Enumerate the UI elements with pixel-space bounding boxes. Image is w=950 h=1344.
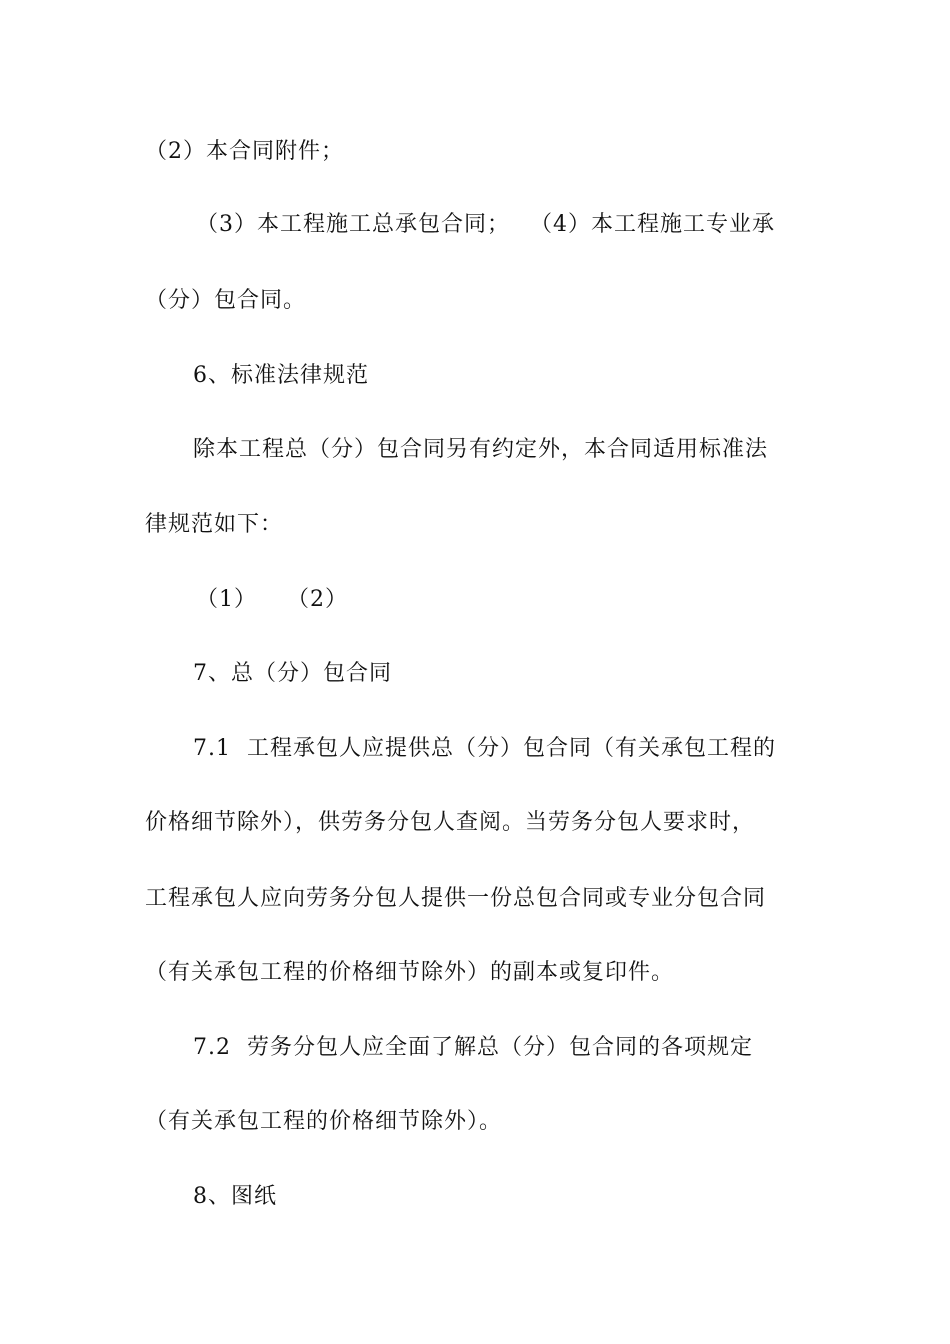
paragraph-line: 7.1 工程承包人应提供总（分）包合同（有关承包工程的: [193, 736, 776, 761]
section-heading: 7、总（分）包合同: [193, 661, 392, 686]
paragraph-line: 工程承包人应向劳务分包人提供一份总包合同或专业分包合同: [145, 886, 767, 911]
section-heading: 8、图纸: [193, 1184, 277, 1209]
paragraph-line: 除本工程总（分）包合同另有约定外，本合同适用标准法: [193, 437, 769, 462]
paragraph-line: 律规范如下：: [145, 512, 284, 537]
paragraph-line: （2）本合同附件；: [145, 139, 344, 164]
list-item-4: （4）本工程施工专业承: [530, 212, 775, 237]
paragraph-line: [196, 585, 348, 615]
list-item-2: （2）: [287, 587, 348, 612]
list-item-3: （3）本工程施工总承包合同；: [196, 212, 510, 237]
paragraph-line: [196, 210, 775, 240]
paragraph-line: （分）包合同。: [145, 288, 307, 313]
paragraph-line: 价格细节除外），供劳务分包人查阅。当劳务分包人要求时，: [145, 810, 756, 835]
paragraph-line: 7.2 劳务分包人应全面了解总（分）包合同的各项规定: [193, 1035, 753, 1060]
list-item-1: （1）: [196, 587, 257, 612]
paragraph-line: （有关承包工程的价格细节除外）。: [145, 1109, 503, 1134]
section-heading: 6、标准法律规范: [193, 363, 369, 388]
paragraph-line: （有关承包工程的价格细节除外）的副本或复印件。: [145, 960, 675, 985]
